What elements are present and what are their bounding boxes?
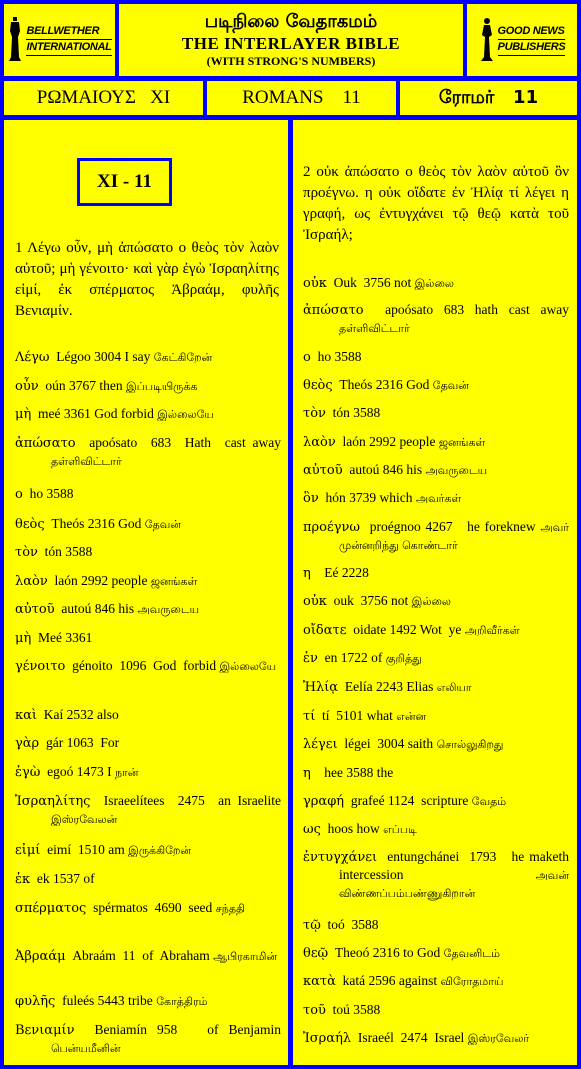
tamil-gloss: என்ன xyxy=(396,710,427,723)
word-entry xyxy=(303,820,569,838)
good-news-logo xyxy=(467,4,577,76)
greek-word: Ἰσραήλ xyxy=(303,1031,352,1046)
transliteration: Eé 2228 xyxy=(310,565,373,580)
tamil-gloss: தள்ளிவிட்டார் xyxy=(51,455,122,468)
word-entry xyxy=(15,405,281,423)
word-entry xyxy=(15,377,281,395)
verse-2-text: 2 οὐκ ἀπώσατο ο θεὸς τὸν λαὸν αὐτοῦ ὃν προέγνω. η οὐκ οἴδατε ἐν Ἠλίᾳ τί λέγει η γραφή, ως ἐντυγχάνει τῷ θεῷ κατὰ τοῦ Ἰσραήλ; xyxy=(303,164,569,243)
word-entry xyxy=(303,274,569,292)
transliteration: Theós 2316 God xyxy=(44,516,145,531)
word-entry xyxy=(15,485,281,503)
tamil-gloss: இல்லை xyxy=(411,595,451,608)
greek-word: ο xyxy=(15,487,23,502)
word-entry xyxy=(303,301,573,337)
transliteration: légei 3004 saith xyxy=(337,736,437,751)
transliteration: proégnoo 4267 he foreknew xyxy=(360,519,541,534)
greek-word: ἐντυγχάνει xyxy=(303,850,378,865)
chapter-verse-badge xyxy=(77,158,172,206)
greek-word: ὃν xyxy=(303,491,319,506)
word-entry xyxy=(303,972,569,990)
greek-word: γένοιτο xyxy=(15,659,66,674)
greek-word: Ἀβραάμ xyxy=(15,949,66,964)
greek-word: ἀπώσατο xyxy=(303,303,364,318)
transliteration: hón 3739 which xyxy=(318,490,416,505)
word-entry xyxy=(303,792,569,810)
word-entry xyxy=(15,434,285,470)
greek-word: ἐγὼ xyxy=(15,765,41,780)
word-entry xyxy=(15,992,281,1010)
greek-word: σπέρματος xyxy=(15,901,87,916)
greek-word: οὐκ xyxy=(303,276,327,291)
left-column xyxy=(4,120,288,1065)
word-entry xyxy=(303,735,569,753)
left-logo-line1: BELLWETHER xyxy=(26,24,111,40)
word-entry xyxy=(303,764,569,782)
tamil-gloss: அவன் விண்ணப்பம்பண்ணுகிறான் xyxy=(339,869,569,900)
tamil-gloss: குறித்து xyxy=(385,652,422,665)
right-logo-line1: GOOD NEWS xyxy=(498,24,566,40)
tamil-gloss: ஜனங்கள் xyxy=(150,575,198,588)
transliteration: tón 3588 xyxy=(325,405,384,420)
word-entry xyxy=(303,348,569,366)
greek-word: Ἠλίᾳ xyxy=(303,680,339,695)
transliteration: ek 1537 of xyxy=(30,871,98,886)
title-subtitle: (WITH STRONG'S NUMBERS) xyxy=(206,54,376,68)
tamil-gloss: தள்ளிவிட்டார் xyxy=(339,322,410,335)
greek-word: κατὰ xyxy=(303,974,336,989)
greek-word: λαὸν xyxy=(15,574,48,589)
greek-word: Βενιαμίν xyxy=(15,1023,75,1038)
word-entry xyxy=(303,592,569,610)
tamil-gloss: வேதம் xyxy=(471,795,507,808)
greek-word: λαὸν xyxy=(303,435,336,450)
badge-text: XI - 11 xyxy=(97,171,152,192)
transliteration: toú 3588 xyxy=(325,1002,384,1017)
tamil-gloss: அவர்கள் xyxy=(415,492,462,505)
word-entry xyxy=(15,899,281,917)
tamil-gloss: எலியா xyxy=(436,681,472,694)
transliteration: laón 2992 people xyxy=(335,434,439,449)
ref-tamil xyxy=(400,81,577,115)
greek-word: ως xyxy=(303,822,321,837)
tamil-gloss: இல்லையே xyxy=(219,660,277,673)
greek-word: προέγνω xyxy=(303,520,361,535)
greek-word: θεὸς xyxy=(303,378,333,393)
transliteration: Theós 2316 God xyxy=(332,377,433,392)
transliteration: laón 2992 people xyxy=(47,573,151,588)
bellwether-logo xyxy=(4,4,115,76)
transliteration: ho 3588 xyxy=(310,349,365,364)
word-entry xyxy=(303,564,569,582)
transliteration: Légoo 3004 I say xyxy=(49,349,154,364)
greek-word: εἰμί xyxy=(15,843,41,858)
ref-greek-text: ΡΩΜΑΙΟΥΣ XI xyxy=(36,87,171,108)
word-entry xyxy=(15,543,281,561)
page-title xyxy=(119,4,463,76)
right-column xyxy=(293,120,577,1065)
transliteration: ouk 3756 not xyxy=(326,593,412,608)
word-entry xyxy=(303,944,569,962)
transliteration: grafeé 1124 scripture xyxy=(344,793,472,808)
greek-word: ο xyxy=(303,350,311,365)
word-entry xyxy=(303,848,576,902)
transliteration: Theoó 2316 to God xyxy=(328,945,444,960)
transliteration: Meé 3361 xyxy=(31,630,96,645)
word-entry xyxy=(15,706,281,724)
transliteration: Israeelítees 2475 an Israelite xyxy=(90,793,285,808)
tamil-gloss: ஆபிரகாமின் xyxy=(213,950,278,963)
left-logo-line2: INTERNATIONAL xyxy=(26,40,111,56)
greek-word: γραφή xyxy=(303,794,345,809)
tamil-gloss: அவருடைய xyxy=(137,603,200,616)
transliteration: entungchánei 1793 he maketh intercession xyxy=(339,849,576,882)
right-logo-line2: PUBLISHERS xyxy=(498,40,566,56)
transliteration: Abraám 11 of Abraham xyxy=(65,948,214,963)
transliteration: katá 2596 against xyxy=(335,973,441,988)
ref-tamil-text: ரோமர் 11 xyxy=(438,86,539,108)
word-entry xyxy=(303,518,569,554)
greek-word: τοῦ xyxy=(303,1003,326,1018)
word-entry xyxy=(15,734,281,752)
word-entry xyxy=(15,657,281,675)
word-entry xyxy=(15,629,281,647)
greek-word: οὖν xyxy=(15,379,39,394)
word-entry xyxy=(303,1001,569,1019)
word-entry xyxy=(303,1029,569,1047)
transliteration: fuleés 5443 tribe xyxy=(55,993,157,1008)
tamil-gloss: நான் xyxy=(114,766,139,779)
transliteration: hee 3588 the xyxy=(310,765,397,780)
transliteration: Beniamín 958 of Benjamin xyxy=(74,1022,285,1037)
tamil-gloss: எப்படி xyxy=(383,823,417,836)
word-entry xyxy=(303,621,569,639)
ref-greek xyxy=(4,81,203,115)
verse-1-text: 1 Λέγω οὖν, μὴ ἀπώσατο ο θεὸς τὸν λαὸν αὐτοῦ; μὴ γένοιτο· καὶ γὰρ ἐγὼ Ἰσραηλίτης εἰμί, ἐκ σπέρματος Ἀβραάμ, φυλῆς Βενιαμίν. xyxy=(15,240,279,319)
word-entry xyxy=(15,792,285,828)
tamil-gloss: கோத்திரம் xyxy=(156,995,208,1008)
ref-english-text: ROMANS 11 xyxy=(242,87,361,108)
tamil-gloss: சந்ததி xyxy=(215,902,246,915)
word-entry xyxy=(15,572,281,590)
word-entry xyxy=(303,649,569,667)
greek-word: ἐν xyxy=(303,651,318,666)
transliteration: tí 5101 what xyxy=(315,708,397,723)
transliteration: tón 3588 xyxy=(37,544,96,559)
word-entry xyxy=(15,841,281,859)
greek-word: η xyxy=(303,766,311,781)
word-entry xyxy=(303,376,569,394)
word-entry xyxy=(15,947,281,965)
greek-word: γὰρ xyxy=(15,736,40,751)
tamil-gloss: சொல்லுகிறது xyxy=(436,738,504,751)
greek-word: φυλῆς xyxy=(15,994,56,1009)
transliteration: apoósato 683 Hath cast away xyxy=(75,435,285,450)
greek-word: θεῷ xyxy=(303,946,329,961)
word-entry xyxy=(15,1021,285,1057)
transliteration: egoó 1473 I xyxy=(40,764,115,779)
tamil-gloss: விரோதமாய் xyxy=(440,975,504,988)
tamil-gloss: இல்லை xyxy=(414,277,454,290)
transliteration: Israeél 2474 Israel xyxy=(351,1030,468,1045)
word-entry xyxy=(15,515,281,533)
greek-word: τὸν xyxy=(303,406,326,421)
word-entry xyxy=(303,916,569,934)
greek-word: μὴ xyxy=(15,407,32,422)
greek-word: τῷ xyxy=(303,918,321,933)
greek-word: η xyxy=(303,566,311,581)
greek-word: οἴδατε xyxy=(303,623,347,638)
transliteration: Eelía 2243 Elias xyxy=(338,679,437,694)
transliteration: spérmatos 4690 seed xyxy=(86,900,216,915)
tamil-gloss: பென்யமீனின் xyxy=(51,1042,121,1055)
greek-word: ἀπώσατο xyxy=(15,436,76,451)
transliteration: génoito 1096 God forbid xyxy=(65,658,220,673)
transliteration: apoósato 683 hath cast away xyxy=(363,302,573,317)
greek-word: λέγει xyxy=(303,737,338,752)
transliteration: gár 1063 For xyxy=(39,735,123,750)
tamil-gloss: இருக்கிறேன் xyxy=(128,844,192,857)
greek-word: ἐκ xyxy=(15,872,31,887)
transliteration: autoú 846 his xyxy=(54,601,138,616)
title-english: THE INTERLAYER BIBLE xyxy=(181,34,401,53)
tamil-gloss: இஸ்ரவேலர் xyxy=(467,1032,530,1045)
tamil-gloss: இப்படியிருக்க xyxy=(126,380,198,393)
word-entry xyxy=(15,600,281,618)
word-entry xyxy=(15,870,281,888)
tamil-gloss: அறிவீர்கள் xyxy=(464,624,520,637)
transliteration: en 1722 of xyxy=(317,650,386,665)
transliteration: ho 3588 xyxy=(22,486,77,501)
greek-word: τί xyxy=(303,709,316,724)
tamil-gloss: இஸ்ரவேலன் xyxy=(51,813,118,826)
greek-word: μὴ xyxy=(15,631,32,646)
greek-word: Ἰσραηλίτης xyxy=(15,794,91,809)
tamil-gloss: தேவனிடம் xyxy=(443,947,500,960)
word-entry xyxy=(303,707,569,725)
transliteration: meé 3361 God forbid xyxy=(31,406,158,421)
tamil-gloss: அவர் முன்னறிந்து கொண்டார் xyxy=(339,521,569,552)
tamil-gloss: அவருடைய xyxy=(425,464,488,477)
transliteration: oidate 1492 Wot ye xyxy=(346,622,465,637)
transliteration: Kaí 2532 also xyxy=(37,707,123,722)
transliteration: autoú 846 his xyxy=(342,462,426,477)
tamil-gloss: இல்லையே xyxy=(157,408,214,421)
greek-word: Λέγω xyxy=(15,350,50,365)
ref-english xyxy=(207,81,396,115)
tamil-gloss: தேவன் xyxy=(144,518,181,531)
transliteration: oún 3767 then xyxy=(38,378,127,393)
word-entry xyxy=(303,678,569,696)
word-entry xyxy=(303,489,569,507)
transliteration: toó 3588 xyxy=(320,917,382,932)
word-entry xyxy=(15,763,281,781)
greek-word: καὶ xyxy=(15,708,38,723)
greek-word: θεὸς xyxy=(15,517,45,532)
tamil-gloss: தேவன் xyxy=(432,379,469,392)
figure-icon xyxy=(479,17,495,63)
ram-icon xyxy=(7,17,23,63)
greek-word: αὐτοῦ xyxy=(15,602,55,617)
title-tamil: படிநிலை வேதாகமம் xyxy=(204,11,378,32)
word-entry xyxy=(303,433,569,451)
tamil-gloss: கேட்கிறேன் xyxy=(153,351,213,364)
word-entry xyxy=(303,404,569,422)
transliteration: eimí 1510 am xyxy=(40,842,129,857)
greek-word: τὸν xyxy=(15,545,38,560)
greek-word: αὐτοῦ xyxy=(303,463,343,478)
transliteration: hoos how xyxy=(320,821,384,836)
tamil-gloss: ஜனங்கள் xyxy=(438,436,486,449)
word-entry xyxy=(303,461,569,479)
word-entry xyxy=(15,348,281,366)
greek-word: οὐκ xyxy=(303,594,327,609)
transliteration: Ouk 3756 not xyxy=(326,275,415,290)
